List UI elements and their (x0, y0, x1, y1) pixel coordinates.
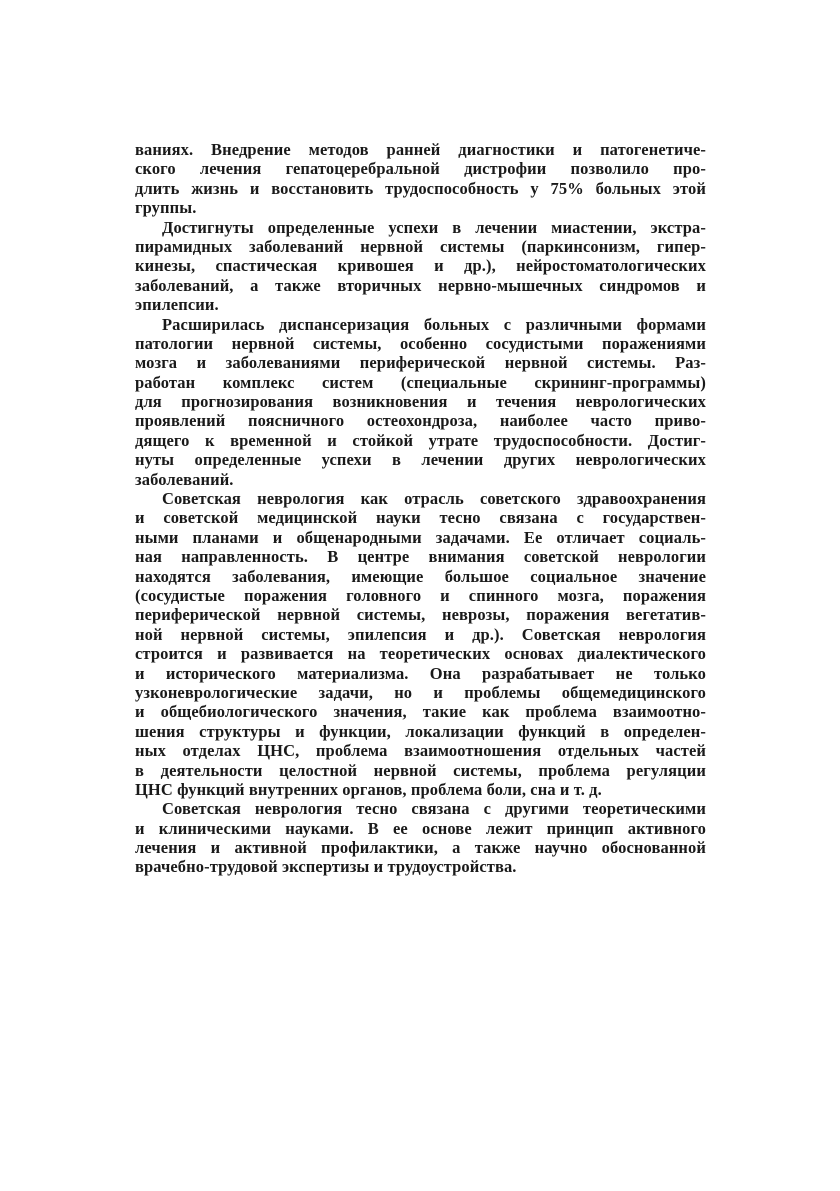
text-line: ЦНС функций внутренних органов, проблема боли, сна и т. д. (135, 779, 602, 799)
text-line: дящего к временной и стойкой утрате трудоспособности. Достиг- (135, 430, 706, 450)
text-line: для прогнозирования возникновения и течения неврологических (135, 392, 706, 412)
paragraph (135, 489, 706, 799)
text-line: в деятельности целостной нервной системы, проблема регуляции (135, 760, 706, 780)
text-line: патологии нервной системы, особенно сосудистыми поражениями (135, 333, 706, 353)
text-line: мозга и заболеваниями периферической нервной системы. Раз- (135, 353, 706, 373)
text-line: проявлений поясничного остеохондроза, наиболее часто приво- (135, 411, 706, 431)
text-line: врачебно-трудовой экспертизы и трудоустройства. (135, 857, 517, 877)
text-line: ваниях. Внедрение методов ранней диагностики и патогенетиче- (135, 140, 706, 159)
text-line: Советская неврология тесно связана с другими теоретическими (162, 799, 706, 819)
text-line: шения структуры и функции, локализации функций в определен- (135, 721, 706, 741)
text-line: нуты определенные успехи в лечении других неврологических (135, 450, 706, 470)
text-line: длить жизнь и восстановить трудоспособность у 75% больных этой (135, 178, 706, 198)
text-line: Достигнуты определенные успехи в лечении миастении, экстра- (162, 217, 706, 237)
text-line: кинезы, спастическая кривошея и др.), нейростоматологических (135, 256, 706, 276)
paragraph (135, 315, 706, 490)
paragraph (135, 799, 706, 877)
text-line: (сосудистые поражения головного и спинного мозга, поражения (135, 585, 706, 605)
text-line: и исторического материализма. Она разрабатывает не только (135, 663, 706, 683)
text-line: работан комплекс систем (специальные скрининг-программы) (135, 372, 706, 392)
text-line: ная направленность. В центре внимания советской неврологии (135, 547, 706, 567)
text-line: ными планами и общенародными задачами. Ее отличает социаль- (135, 527, 706, 547)
paragraph (135, 140, 706, 218)
text-line: заболеваний, а также вторичных нервно-мышечных синдромов и (135, 275, 706, 295)
text-line: и клиническими науками. В ее основе лежит принцип активного (135, 818, 706, 838)
text-line: строится и развивается на теоретических основах диалектического (135, 644, 706, 664)
text-line: заболеваний. (135, 469, 234, 489)
text-line: и советской медицинской науки тесно связана с государствен- (135, 508, 706, 528)
text-line: пирамидных заболеваний нервной системы (паркинсонизм, гипер- (135, 236, 706, 256)
body-text (135, 140, 706, 877)
text-line: Советская неврология как отрасль советского здравоохранения (162, 489, 706, 509)
text-line: находятся заболевания, имеющие большое социальное значение (135, 566, 706, 586)
text-line: периферической нервной системы, неврозы, поражения вегетатив- (135, 605, 706, 625)
text-line: группы. (135, 198, 197, 218)
text-line: эпилепсии. (135, 295, 219, 315)
text-line: ной нервной системы, эпилепсия и др.). Советская неврология (135, 624, 706, 644)
text-line: лечения и активной профилактики, а также научно обоснованной (135, 838, 706, 858)
text-line: и общебиологического значения, такие как проблема взаимоотно- (135, 702, 706, 722)
text-line: ского лечения гепатоцеребральной дистрофии позволило про- (135, 159, 706, 179)
text-line: Расширилась диспансеризация больных с различными формами (162, 314, 706, 334)
text-line: узконеврологические задачи, но и проблемы общемедицинского (135, 682, 706, 702)
text-line: ных отделах ЦНС, проблема взаимоотношения отдельных частей (135, 741, 706, 761)
paragraph (135, 218, 706, 315)
